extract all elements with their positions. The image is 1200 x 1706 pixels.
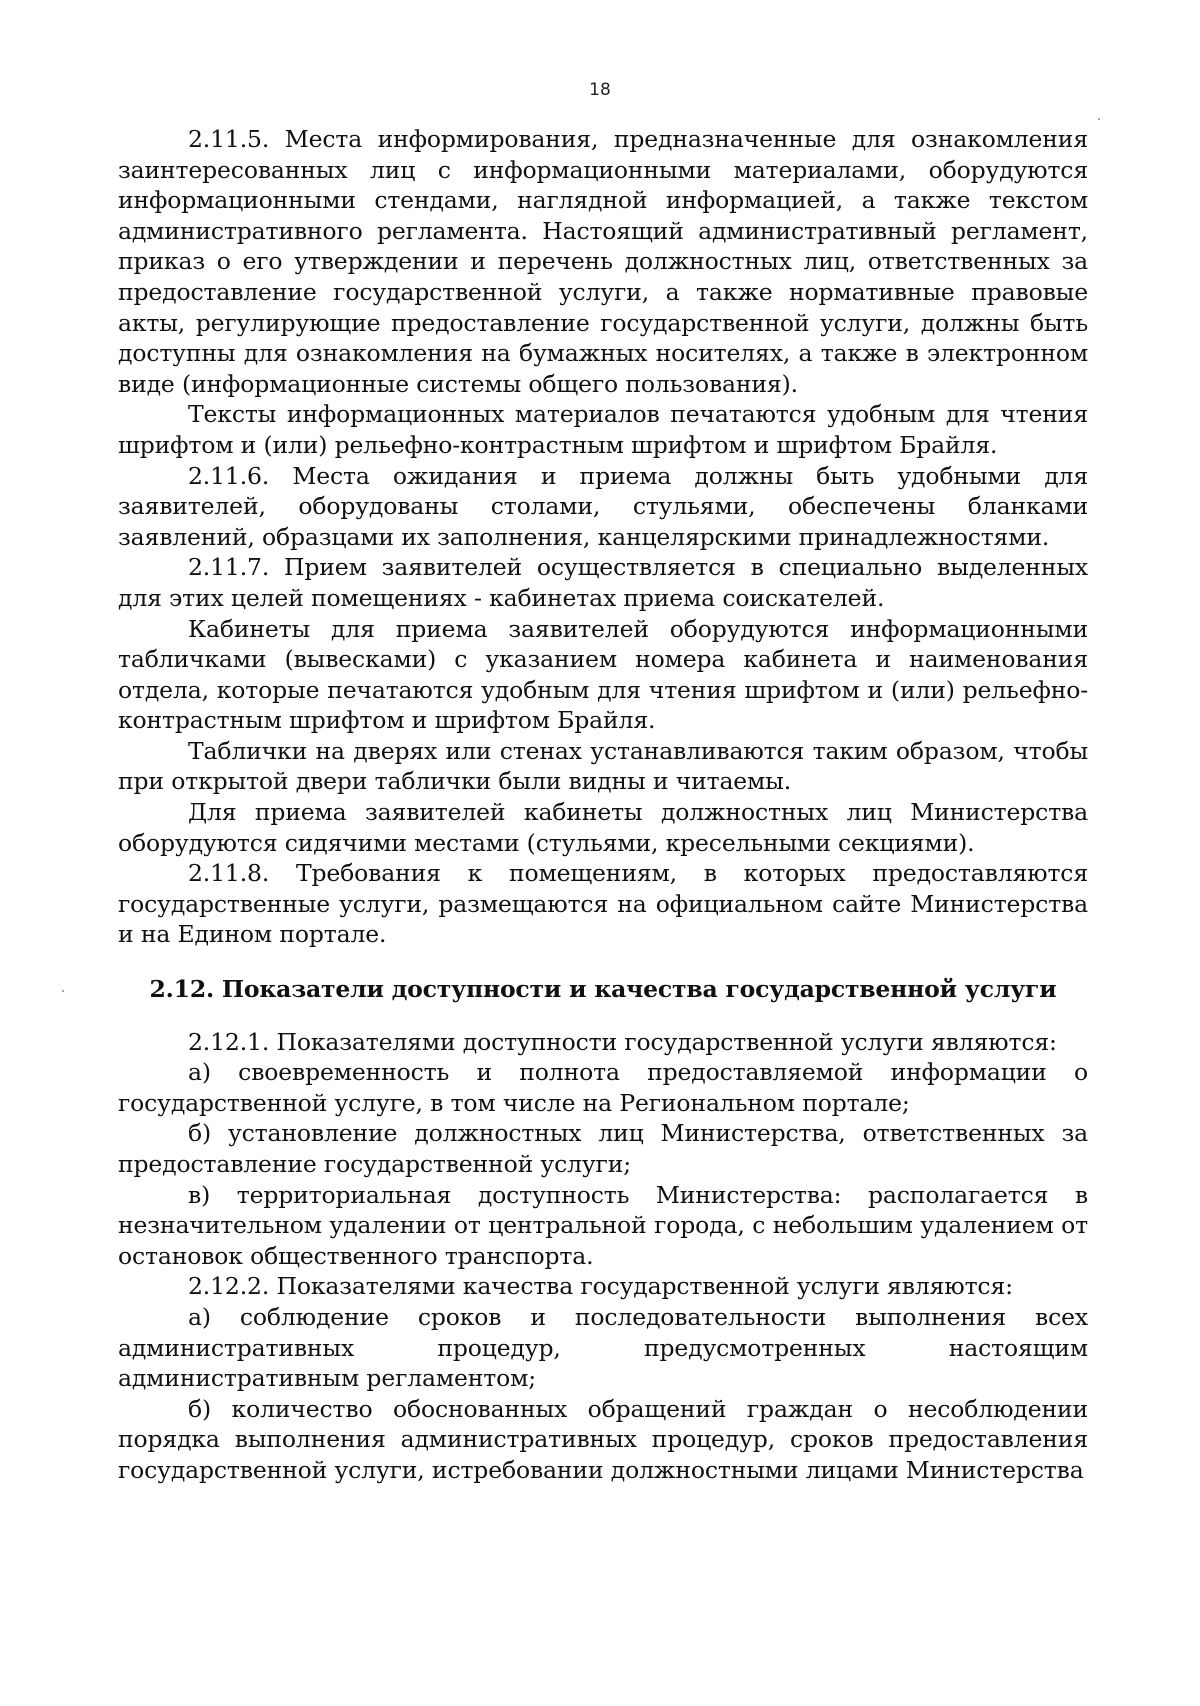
list-item-a-quality: а) соблюдение сроков и последовательности выполнения всех административных процедур, предусмотренных настоящим административным регламентом; bbox=[118, 1302, 1088, 1393]
paragraph-plates: Таблички на дверях или стенах устанавливаются таким образом, чтобы при открытой двери таблички были видны и читаемы. bbox=[118, 736, 1088, 796]
list-item-c: в) территориальная доступность Министерства: располагается в незначительном удалении от центральной города, с небольшим удалением от остановок общественного транспорта. bbox=[118, 1180, 1088, 1270]
document-body bbox=[118, 124, 1088, 1486]
paragraph-2-11-5: 2.11.5. Места информирования, предназначенные для ознакомления заинтересованных лиц с информационными материалами, оборудуются информационными стендами, наглядной информацией, а также текстом административного регламента. Настоящий административный регламент, приказ о его утверждении и перечень должностных лиц, ответственных за предоставление государственной услуги, а также нормативные правовые акты, регулирующие предоставление государственной услуги, должны быть доступны для ознакомления на бумажных носителях, а также в электронном виде (информационные системы общего пользования). bbox=[118, 125, 1088, 398]
list-item-a: а) своевременность и полнота предоставляемой информации о государственной услуге, в том числе на Региональном портале; bbox=[118, 1058, 1088, 1117]
scan-speck bbox=[62, 990, 64, 992]
paragraph-texts-font: Тексты информационных материалов печатаются удобным для чтения шрифтом и (или) рельефно-контрастным шрифтом и шрифтом Брайля. bbox=[118, 400, 1088, 459]
paragraph-seating: Для приема заявителей кабинеты должностных лиц Министерства оборудуются сидячими местами (стульями, кресельными секциями). bbox=[118, 798, 1088, 857]
section-heading: 2.12. Показатели доступности и качества государственной услуги bbox=[149, 975, 1057, 1004]
paragraph-cabinets: Кабинеты для приема заявителей оборудуются информационными табличками (вывесками) с указанием номера кабинета и наименования отдела, которые печатаются удобным для чтения шрифтом и (или) рельефно-контрастным шрифтом и шрифтом Брайля. bbox=[118, 614, 1088, 735]
scan-speck bbox=[1098, 118, 1100, 120]
list-item-b: б) установление должностных лиц Министерства, ответственных за предоставление государственной услуги; bbox=[118, 1119, 1088, 1178]
paragraph-2-11-7: 2.11.7. Прием заявителей осуществляется в специально выделенных для этих целей помещениях - кабинетах приема соискателей. bbox=[118, 553, 1088, 612]
paragraph-2-12-1: 2.12.1. Показателями доступности государственной услуги являются: bbox=[188, 1027, 1057, 1056]
list-item-b-quality: б) количество обоснованных обращений граждан о несоблюдении порядка выполнения административных процедур, сроков предоставления государственной услуги, истребовании должностными лицами Министерства bbox=[118, 1394, 1088, 1484]
paragraph-2-11-6: 2.11.6. Места ожидания и приема должны быть удобными для заявителей, оборудованы столами, стульями, обеспечены бланками заявлений, образцами их заполнения, канцелярскими принадлежностями. bbox=[118, 461, 1088, 551]
page-number: 18 bbox=[589, 80, 611, 100]
paragraph-2-12-2: 2.12.2. Показателями качества государственной услуги являются: bbox=[188, 1272, 1013, 1301]
paragraph-2-11-8: 2.11.8. Требования к помещениям, в которых предоставляются государственные услуги, размещаются на официальном сайте Министерства и на Едином портале. bbox=[118, 859, 1088, 949]
